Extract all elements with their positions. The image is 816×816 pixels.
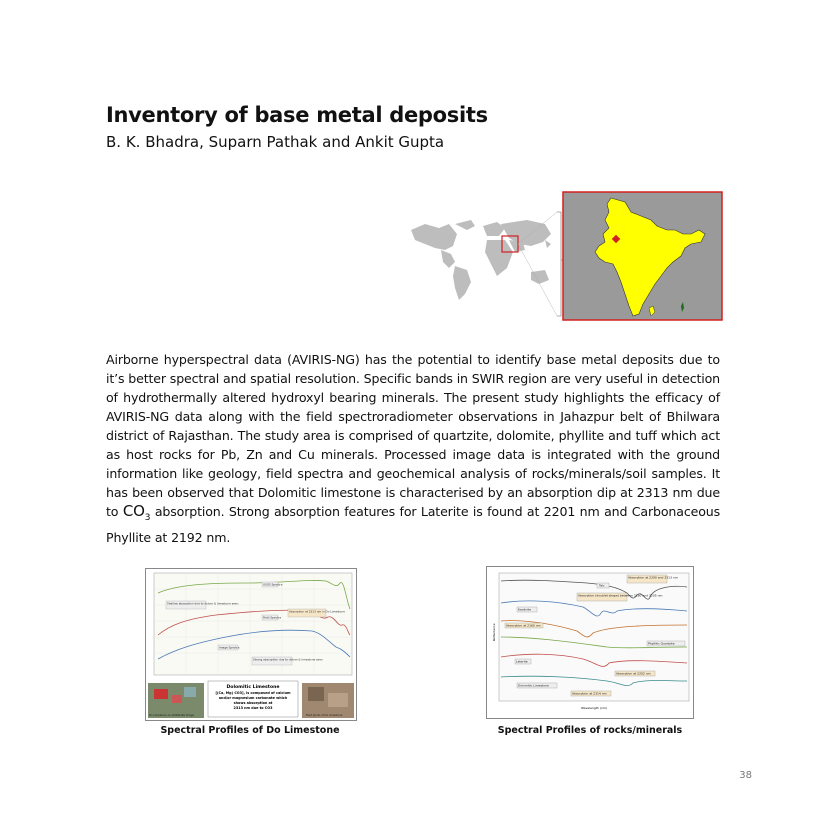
info-title: Dolomitic Limestone (226, 685, 280, 690)
location-map (405, 190, 725, 322)
paper-title: Inventory of base metal deposits (106, 103, 488, 127)
fig2-label-abs-2314: Absorption at 2314 nm (572, 691, 607, 696)
fig1-label-strong: Strong absorption due to dolom & limestone seen (253, 657, 323, 662)
fig2-label-laterite: Laterite (516, 659, 528, 664)
fig2-label-doublet: Absorption (doublet shape) between 2160 and 2205 nm (578, 593, 663, 598)
fig1-label-usgs: USGS Spectra (263, 582, 283, 587)
world-map (411, 220, 551, 300)
info-line-3: shows absorption at (233, 701, 273, 705)
figure-do-limestone (145, 568, 357, 721)
india-inset (563, 192, 722, 320)
authors: B. K. Bhadra, Suparn Pathak and Ankit Gupta (106, 133, 445, 151)
fig1-image-left-caption: Do Limestone on AVIRIS-NG Image (149, 714, 194, 717)
info-line-2: and/or magnesium carbonate which (218, 696, 288, 700)
fig2-label-talc: Talc (599, 583, 605, 588)
fig2-label-phyllitic: Phyllitic Quartzite (648, 641, 675, 646)
abstract-part1: Airborne hyperspectral data (AVIRIS-NG) has the potential to identify base metal deposits due to it’s better spectral and spatial resolution. Specific bands in SWIR region are very useful in detection of hydrothermally altered hydroxyl bearing minerals. The present study highlights the efficacy of AVIRIS-NG data along with the field spectroradiometer observations in Jahazpur belt of Bhilwara district of Rajasthan. The study area is comprised of quartzite, dolomite, phyllite and tuff which act as host rocks for Pb, Zn and Cu minerals. Processed image data is integrated with the ground information like geology, field spectra and geochemical analysis of rocks/minerals/soil samples. It has been observed that Dolomitic limestone is characterised by an absorption dip at 2313 nm due to (106, 352, 720, 519)
abstract (106, 350, 720, 547)
fig2-label-abs-2202: Absorption at 2202 nm (616, 671, 651, 676)
fig2-label-abs-top: Absorption at 2290 and 2313 nm (628, 575, 678, 580)
fig1-image-right-caption: Field photo of Do Limestone (306, 714, 343, 717)
fig1-label-shallow: Shallow absorption due to dolom & limestone seen (167, 601, 239, 606)
fig2-ylabel: Reflectance (492, 623, 496, 641)
fig2-xlabel: Wavelength (nm) (581, 706, 607, 710)
info-line-1: [(Ca, Mg) CO3], is composed of calcium (215, 691, 291, 695)
abstract-part2: absorption. Strong absorption features for Laterite is found at 2201 nm and Carbonaceous Phyllite at 2192 nm. (106, 504, 720, 545)
fig2-label-dolomitic: Dolomitic Limestone (518, 683, 549, 688)
co3-formula: $CO_3$ (122, 502, 151, 523)
fig1-label-field: Field Spectra (263, 615, 282, 620)
info-line-4: 2313 nm due to CO3 (233, 706, 273, 710)
fig2-label-abs-2160: Absorption at 2160 nm (506, 623, 541, 628)
page-number: 38 (739, 770, 752, 781)
figure1-caption: Spectral Profiles of Do Limestone (160, 725, 340, 736)
fig1-label-absorption: Absorption at 2313 nm in Do Limestone (289, 609, 345, 614)
fig2-label-kaolinite: Kaolinite (518, 607, 532, 612)
figure2-caption: Spectral Profiles of rocks/minerals (497, 725, 683, 736)
figure-rocks-minerals (486, 566, 694, 719)
fig1-label-image: Image Spectra (219, 645, 240, 650)
